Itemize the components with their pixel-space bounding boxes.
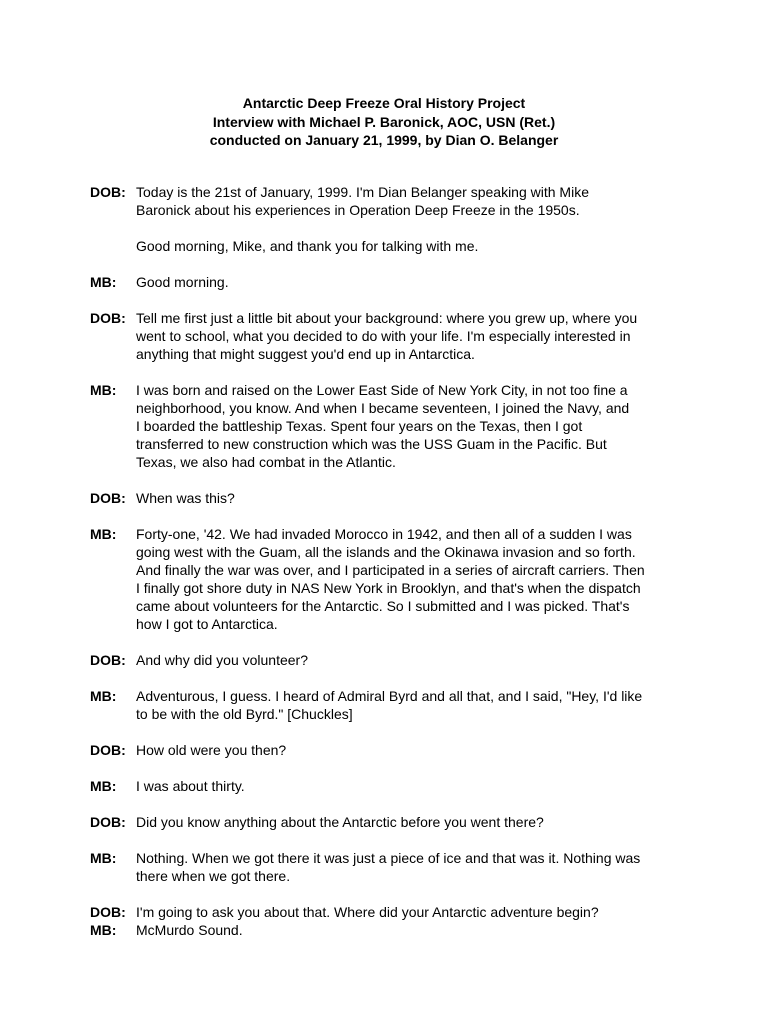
utterance-line: Texas, we also had combat in the Atlantic.: [136, 454, 396, 470]
utterance-text: [136, 309, 690, 363]
utterance-line: there when we got there.: [136, 868, 291, 884]
utterance-text: [136, 237, 690, 255]
utterance-line: How old were you then?: [136, 742, 287, 758]
transcript-entry: [90, 525, 690, 633]
transcript-entry: [90, 381, 690, 471]
header-conducted-line: conducted on January 21, 1999, by Dian O. Belanger: [209, 132, 559, 148]
utterance-line: anything that might suggest you'd end up in Antarctica.: [136, 346, 475, 362]
utterance-text: [136, 183, 690, 219]
utterance-line: Nothing. When we got there it was just a piece of ice and that was it. Nothing was: [136, 850, 641, 866]
utterance-text: [136, 525, 690, 633]
utterance-text: [136, 849, 690, 885]
utterance-line: neighborhood, you know. And when I became seventeen, I joined the Navy, and: [136, 400, 630, 416]
utterance-line: I was about thirty.: [136, 778, 245, 794]
utterance-line: McMurdo Sound.: [136, 922, 243, 938]
speaker-label: DOB:: [90, 490, 126, 506]
utterance-line: transferred to new construction which was the USS Guam in the Pacific. But: [136, 436, 607, 452]
speaker-label: DOB:: [90, 742, 126, 758]
utterance-line: came about volunteers for the Antarctic. So I submitted and I was picked. That's: [136, 598, 630, 614]
speaker-label: DOB:: [90, 184, 126, 200]
transcript-entry: [90, 309, 690, 363]
utterance-line: I finally got shore duty in NAS New York in Brooklyn, and that's when the dispatch: [136, 580, 641, 596]
utterance-line: going west with the Guam, all the islands and the Okinawa invasion and so forth.: [136, 544, 636, 560]
header-interview-title: Interview with Michael P. Baronick, AOC, USN (Ret.): [212, 113, 556, 130]
transcript-entry: [90, 687, 690, 723]
speaker-label: MB:: [90, 778, 117, 794]
transcript-entry: [90, 903, 690, 921]
speaker-label: DOB:: [90, 904, 126, 920]
utterance-line: I was born and raised on the Lower East Side of New York City, in not too fine a: [136, 382, 628, 398]
speaker-label: MB:: [90, 382, 117, 398]
utterance-line: And finally the war was over, and I participated in a series of aircraft carriers. Then: [136, 562, 645, 578]
utterance-text: [136, 489, 690, 507]
utterance-line: Tell me first just a little bit about your background: where you grew up, where you: [136, 310, 638, 326]
utterance-text: [136, 741, 690, 759]
speaker-label: DOB:: [90, 310, 126, 326]
utterance-line: Baronick about his experiences in Operation Deep Freeze in the 1950s.: [136, 202, 580, 218]
speaker-label: MB:: [90, 688, 117, 704]
utterance-line: Good morning.: [136, 274, 229, 290]
transcript-entry: [90, 183, 690, 219]
utterance-line: Good morning, Mike, and thank you for talking with me.: [136, 238, 479, 254]
speaker-label: MB:: [90, 274, 117, 290]
utterance-text: [136, 777, 690, 795]
utterance-line: Today is the 21st of January, 1999. I'm Dian Belanger speaking with Mike: [136, 184, 589, 200]
utterance-text: [136, 903, 690, 921]
transcript-entry: [90, 741, 690, 759]
utterance-line: And why did you volunteer?: [136, 652, 308, 668]
transcript-entry: [90, 237, 690, 255]
speaker-label: MB:: [90, 922, 117, 938]
transcript-entry: [90, 921, 690, 939]
utterance-line: Forty-one, '42. We had invaded Morocco in 1942, and then all of a sudden I was: [136, 526, 632, 542]
transcript-entry: [90, 813, 690, 831]
speaker-label: MB:: [90, 850, 117, 866]
utterance-line: how I got to Antarctica.: [136, 616, 278, 632]
transcript-entry: [90, 489, 690, 507]
transcript-entry: [90, 777, 690, 795]
utterance-text: [136, 921, 690, 939]
header-project-title: Antarctic Deep Freeze Oral History Project: [242, 95, 526, 111]
utterance-text: [136, 273, 690, 291]
document-header: [0, 94, 768, 150]
speaker-label: DOB:: [90, 652, 126, 668]
transcript-entry: [90, 651, 690, 669]
utterance-line: I'm going to ask you about that. Where did your Antarctic adventure begin?: [136, 904, 599, 920]
speaker-label: MB:: [90, 526, 117, 542]
utterance-line: Did you know anything about the Antarctic before you went there?: [136, 814, 544, 830]
utterance-line: Adventurous, I guess. I heard of Admiral Byrd and all that, and I said, "Hey, I'd like: [136, 688, 643, 704]
utterance-text: [136, 381, 690, 471]
utterance-line: went to school, what you decided to do with your life. I'm especially interested in: [136, 328, 631, 344]
speaker-label: DOB:: [90, 814, 126, 830]
utterance-text: [136, 813, 690, 831]
transcript-entry: [90, 273, 690, 291]
utterance-line: I boarded the battleship Texas. Spent four years on the Texas, then I got: [136, 418, 583, 434]
utterance-text: [136, 687, 690, 723]
utterance-text: [136, 651, 690, 669]
transcript-entry: [90, 849, 690, 885]
utterance-line: When was this?: [136, 490, 235, 506]
utterance-line: to be with the old Byrd." [Chuckles]: [136, 706, 353, 722]
